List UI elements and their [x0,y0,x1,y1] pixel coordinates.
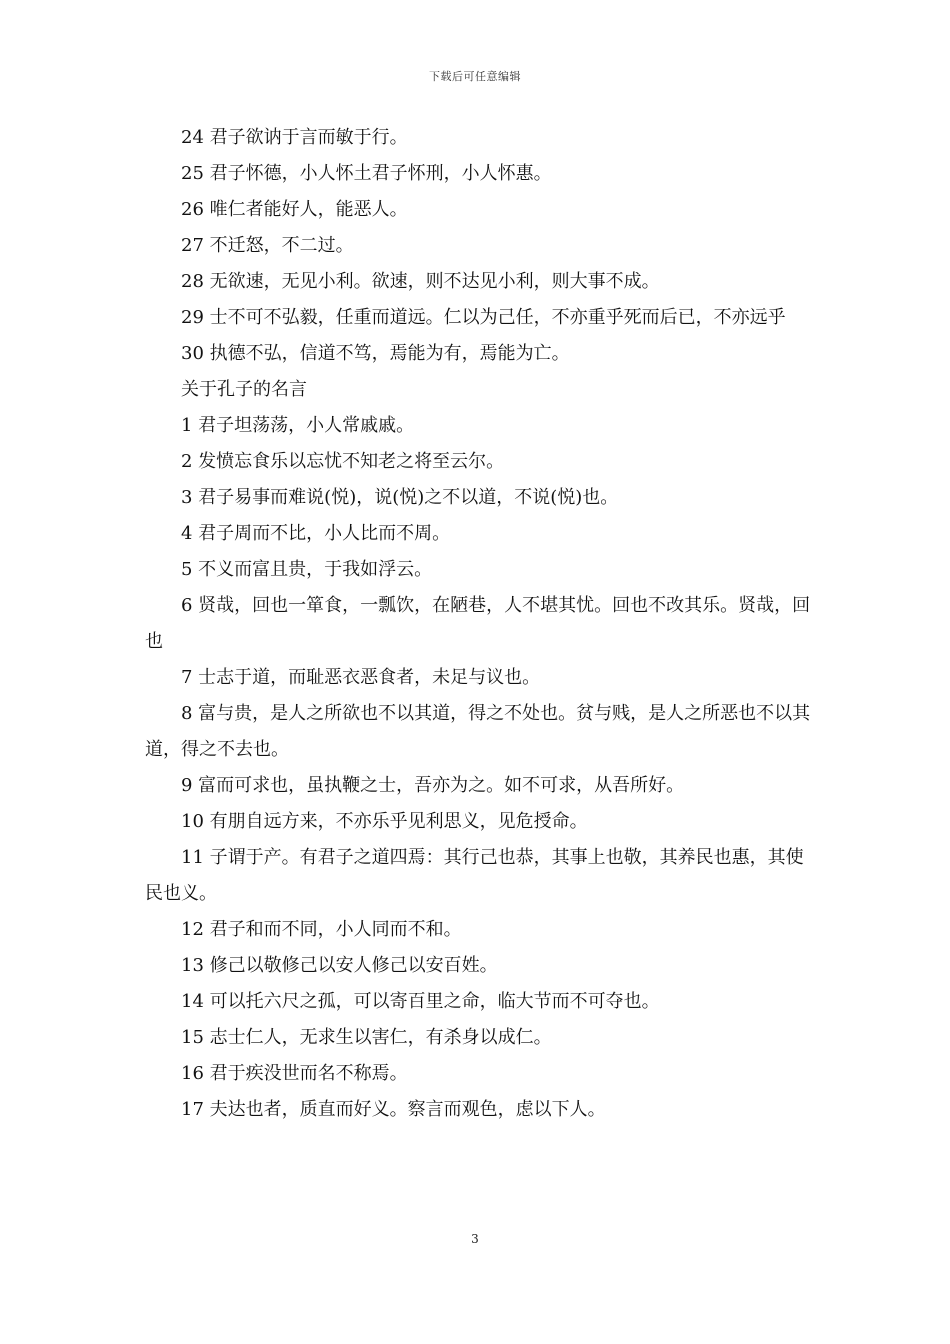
paragraph: 6 贤哉，回也一箪食，一瓢饮，在陋巷，人不堪其忧。回也不改其乐。贤哉，回也 [145,595,811,652]
paragraph: 24 君子欲讷于言而敏于行。 [181,127,408,148]
paragraph: 25 君子怀德，小人怀土君子怀刑，小人怀惠。 [181,163,552,184]
paragraph: 10 有朋自远方来，不亦乐乎见利思义，见危授命。 [181,811,588,832]
paragraph: 27 不迁怒，不二过。 [181,235,354,256]
paragraph: 11 子谓于产。有君子之道四焉：其行己也恭，其事上也敬，其养民也惠，其使民也义。 [145,847,804,904]
paragraph: 16 君于疾没世而名不称焉。 [181,1063,408,1084]
page-header: 下载后可任意编辑 [429,70,521,83]
paragraph: 4 君子周而不比，小人比而不周。 [181,523,451,544]
paragraph: 5 不义而富且贵，于我如浮云。 [181,559,433,580]
paragraph: 3 君子易事而难说(悦)，说(悦)之不以道，不说(悦)也。 [181,487,619,508]
paragraph: 28 无欲速，无见小利。欲速，则不达见小利，则大事不成。 [181,271,660,292]
paragraph: 14 可以托六尺之孤，可以寄百里之命，临大节而不可夺也。 [181,991,660,1012]
paragraph: 12 君子和而不同，小人同而不和。 [181,919,462,940]
page-number: 3 [471,1232,479,1246]
paragraph: 29 士不可不弘毅，任重而道远。仁以为己任，不亦重乎死而后已，不亦远乎 [181,307,786,328]
paragraph: 7 士志于道，而耻恶衣恶食者，未足与议也。 [181,667,541,688]
document-body [145,120,815,1128]
paragraph: 9 富而可求也，虽执鞭之士，吾亦为之。如不可求，从吾所好。 [181,775,685,796]
paragraph: 2 发愤忘食乐以忘忧不知老之将至云尔。 [181,451,505,472]
paragraph: 13 修己以敬修己以安人修己以安百姓。 [181,955,498,976]
paragraph: 8 富与贵，是人之所欲也不以其道，得之不处也。贫与贱，是人之所恶也不以其道，得之不去也。 [145,703,811,760]
paragraph: 1 君子坦荡荡，小人常戚戚。 [181,415,415,436]
section-heading: 关于孔子的名言 [181,379,307,400]
paragraph: 26 唯仁者能好人，能恶人。 [181,199,408,220]
paragraph: 17 夫达也者，质直而好义。察言而观色，虑以下人。 [181,1099,606,1120]
paragraph: 30 执德不弘，信道不笃，焉能为有，焉能为亡。 [181,343,570,364]
paragraph: 15 志士仁人，无求生以害仁，有杀身以成仁。 [181,1027,552,1048]
